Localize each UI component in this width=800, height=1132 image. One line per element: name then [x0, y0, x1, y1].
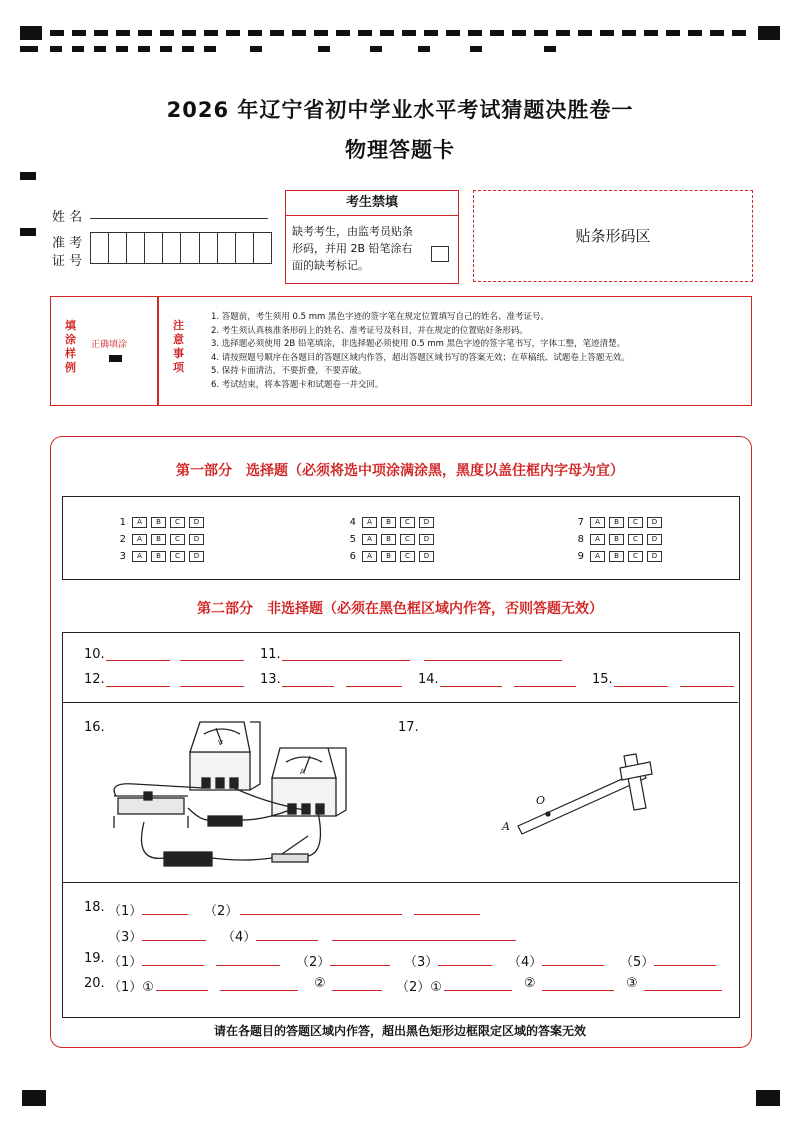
q20-2-blank[interactable] [444, 990, 512, 991]
fill-example-label: 填涂样例 [65, 319, 76, 374]
q19-1-blank-2[interactable] [216, 965, 280, 966]
choice-bubble-a[interactable]: A [362, 534, 377, 545]
name-label: 姓 名 [52, 210, 83, 225]
part2-heading: 第二部分 非选择题（必须在黑色框区域内作答，否则答题无效） [197, 601, 603, 617]
q11-blank-1[interactable] [282, 660, 410, 661]
q20-part2c-label: ③ [626, 976, 638, 991]
choice-bubble-a[interactable]: A [132, 517, 147, 528]
choice-bubble-d[interactable]: D [419, 534, 434, 545]
choice-question-number: 3 [119, 551, 126, 562]
page-subtitle: 物理答题卡 [345, 138, 455, 162]
q18-4-blank-2[interactable] [332, 940, 516, 941]
q19-part3-label: （3） [404, 955, 439, 970]
q11-label: 11. [260, 647, 281, 662]
choice-bubble-b[interactable]: B [381, 517, 396, 528]
choice-bubble-d[interactable]: D [419, 551, 434, 562]
q18-part1-label: （1） [108, 904, 143, 919]
svg-text:A: A [300, 768, 305, 776]
choice-row [568, 546, 666, 565]
circuit-diagram [104, 712, 364, 874]
q18-1-blank[interactable] [142, 914, 188, 915]
choice-bubble-c[interactable]: C [170, 534, 185, 545]
q19-part1-label: （1） [108, 955, 143, 970]
choice-bubble-c[interactable]: C [400, 551, 415, 562]
choice-bubble-d[interactable]: D [189, 551, 204, 562]
choice-question-number: 8 [577, 534, 584, 545]
exam-id-label-1: 准 考 [52, 236, 83, 251]
notice-item: 4. 请按照题号顺序在各题目的答题区域内作答，超出答题区域书写的答案无效；在草稿纸、试题卷上答题无效。 [211, 352, 630, 363]
q14-label: 14. [418, 672, 439, 687]
q16-label: 16. [84, 720, 105, 735]
footer-note: 请在各题目的答题区域内作答，超出黑色矩形边框限定区域的答案无效 [213, 1024, 586, 1038]
page-title: 2026 年辽宁省初中学业水平考试猜题决胜卷一 [166, 98, 634, 122]
notice-item: 1. 答题前，考生须用 0.5 mm 黑色字迹的签字笔在规定位置填写自己的姓名、准考证号。 [211, 312, 549, 322]
choice-bubble-c[interactable]: C [170, 517, 185, 528]
choice-bubble-d[interactable]: D [419, 517, 434, 528]
q18-label: 18. [84, 900, 105, 915]
notice-list [211, 311, 741, 392]
q20-1b-blank[interactable] [332, 990, 382, 991]
q10-label: 10. [84, 647, 105, 662]
q15-label: 15. [592, 672, 613, 687]
q18-2-blank-2[interactable] [414, 914, 480, 915]
q19-4-blank[interactable] [542, 965, 604, 966]
q20-2c-blank[interactable] [644, 990, 722, 991]
q20-part2-label: （2）① [396, 980, 442, 995]
q13-blank-2[interactable] [346, 686, 402, 687]
choice-row [340, 546, 438, 565]
choice-bubble-a[interactable]: A [362, 551, 377, 562]
choice-grid [62, 496, 738, 578]
choice-bubble-a[interactable]: A [590, 534, 605, 545]
choice-bubble-d[interactable]: D [647, 534, 662, 545]
q18-3-blank[interactable] [142, 940, 206, 941]
filled-sample-mark [109, 355, 122, 362]
barcode-area [473, 190, 753, 282]
q19-part2-label: （2） [296, 955, 331, 970]
notice-item: 2. 考生须认真核准条形码上的姓名、准考证号及科目，并在规定的位置贴好条形码。 [211, 325, 528, 336]
q19-part5-label: （5） [620, 955, 655, 970]
absent-checkbox[interactable] [431, 246, 449, 262]
choice-bubble-b[interactable]: B [381, 551, 396, 562]
q18-4-blank-1[interactable] [256, 940, 318, 941]
choice-bubble-a[interactable]: A [132, 534, 147, 545]
choice-bubble-a[interactable]: A [362, 517, 377, 528]
lever-label-a: A [502, 820, 510, 833]
q20-1-blank-2[interactable] [220, 990, 298, 991]
q19-part4-label: （4） [508, 955, 543, 970]
q14-blank-1[interactable] [440, 686, 502, 687]
q18-part2-label: （2） [204, 904, 239, 919]
svg-text:V: V [218, 739, 223, 747]
choice-bubble-c[interactable]: C [628, 534, 643, 545]
q12-label: 12. [84, 672, 105, 687]
q19-1-blank-1[interactable] [142, 965, 204, 966]
q18-part3-label: （3） [108, 930, 143, 945]
absent-mark-box [285, 190, 459, 284]
q20-label: 20. [84, 976, 105, 991]
q20-2b-blank[interactable] [542, 990, 614, 991]
q12-blank-2[interactable] [180, 686, 244, 687]
q19-5-blank[interactable] [654, 965, 716, 966]
q11-blank-2[interactable] [424, 660, 562, 661]
exam-id-label-2: 证 号 [52, 254, 83, 269]
q10-blank-2[interactable] [180, 660, 244, 661]
choice-bubble-b[interactable]: B [609, 534, 624, 545]
q18-part4-label: （4） [222, 930, 257, 945]
q20-1-blank-1[interactable] [156, 990, 208, 991]
q13-blank-1[interactable] [282, 686, 334, 687]
choice-bubble-b[interactable]: B [151, 534, 166, 545]
choice-bubble-d[interactable]: D [189, 517, 204, 528]
choice-question-number: 6 [349, 551, 356, 562]
q17-label: 17. [398, 720, 419, 735]
choice-bubble-a[interactable]: A [590, 551, 605, 562]
choice-question-number: 4 [349, 517, 356, 528]
absent-box-text: 缺考考生，由监考员贴条形码，并用 2B 铅笔涂右面的缺考标记。 [292, 225, 413, 272]
q20-part1b-label: ② [314, 976, 326, 991]
choice-bubble-b[interactable]: B [151, 517, 166, 528]
choice-question-number: 2 [119, 534, 126, 545]
correct-fill-label: 正确填涂 [91, 340, 128, 350]
exam-id-boxes[interactable] [90, 232, 272, 264]
choice-bubble-b[interactable]: B [609, 551, 624, 562]
notice-label: 注意事项 [173, 319, 184, 374]
choice-bubble-a[interactable]: A [132, 551, 147, 562]
lever-label-o: O [536, 794, 546, 807]
choice-bubble-c[interactable]: C [400, 534, 415, 545]
lever-diagram [500, 748, 660, 838]
name-field[interactable] [90, 218, 268, 219]
choice-question-number: 5 [349, 534, 356, 545]
barcode-area-label: 贴条形码区 [575, 227, 651, 245]
instructions-box [50, 296, 752, 406]
q19-3-blank[interactable] [438, 965, 492, 966]
q20-part1-label: （1）① [108, 980, 154, 995]
choice-bubble-c[interactable]: C [628, 517, 643, 528]
choice-bubble-d[interactable]: D [647, 517, 662, 528]
q10-blank-1[interactable] [106, 660, 170, 661]
choice-question-number: 1 [119, 517, 126, 528]
absent-box-title: 考生禁填 [286, 191, 458, 216]
q15-blank-1[interactable] [614, 686, 668, 687]
choice-bubble-a[interactable]: A [590, 517, 605, 528]
choice-bubble-c[interactable]: C [170, 551, 185, 562]
choice-bubble-c[interactable]: C [400, 517, 415, 528]
choice-bubble-d[interactable]: D [189, 534, 204, 545]
part1-heading: 第一部分 选择题（必须将选中项涂满涂黑，黑度以盖住框内字母为宜） [176, 463, 624, 479]
q12-blank-1[interactable] [106, 686, 170, 687]
q19-label: 19. [84, 951, 105, 966]
notice-item: 5. 保持卡面清洁，不要折叠，不要弄破。 [211, 366, 367, 376]
notice-item: 3. 选择题必须使用 2B 铅笔填涂，非选择题必须使用 0.5 mm 黑色字迹的签字笔书写，字体工整，笔迹清楚。 [211, 339, 626, 349]
q14-blank-2[interactable] [514, 686, 576, 687]
choice-question-number: 9 [577, 551, 584, 562]
choice-bubble-b[interactable]: B [381, 534, 396, 545]
q18-2-blank-1[interactable] [240, 914, 402, 915]
choice-bubble-b[interactable]: B [609, 517, 624, 528]
choice-row [110, 546, 208, 565]
q19-2-blank[interactable] [330, 965, 390, 966]
notice-item: 6. 考试结束，将本答题卡和试题卷一并交回。 [211, 379, 384, 390]
choice-bubble-d[interactable]: D [647, 551, 662, 562]
q15-blank-2[interactable] [680, 686, 734, 687]
q13-label: 13. [260, 672, 281, 687]
choice-question-number: 7 [577, 517, 584, 528]
q20-part2b-label: ② [524, 976, 536, 991]
choice-bubble-c[interactable]: C [628, 551, 643, 562]
choice-bubble-b[interactable]: B [151, 551, 166, 562]
